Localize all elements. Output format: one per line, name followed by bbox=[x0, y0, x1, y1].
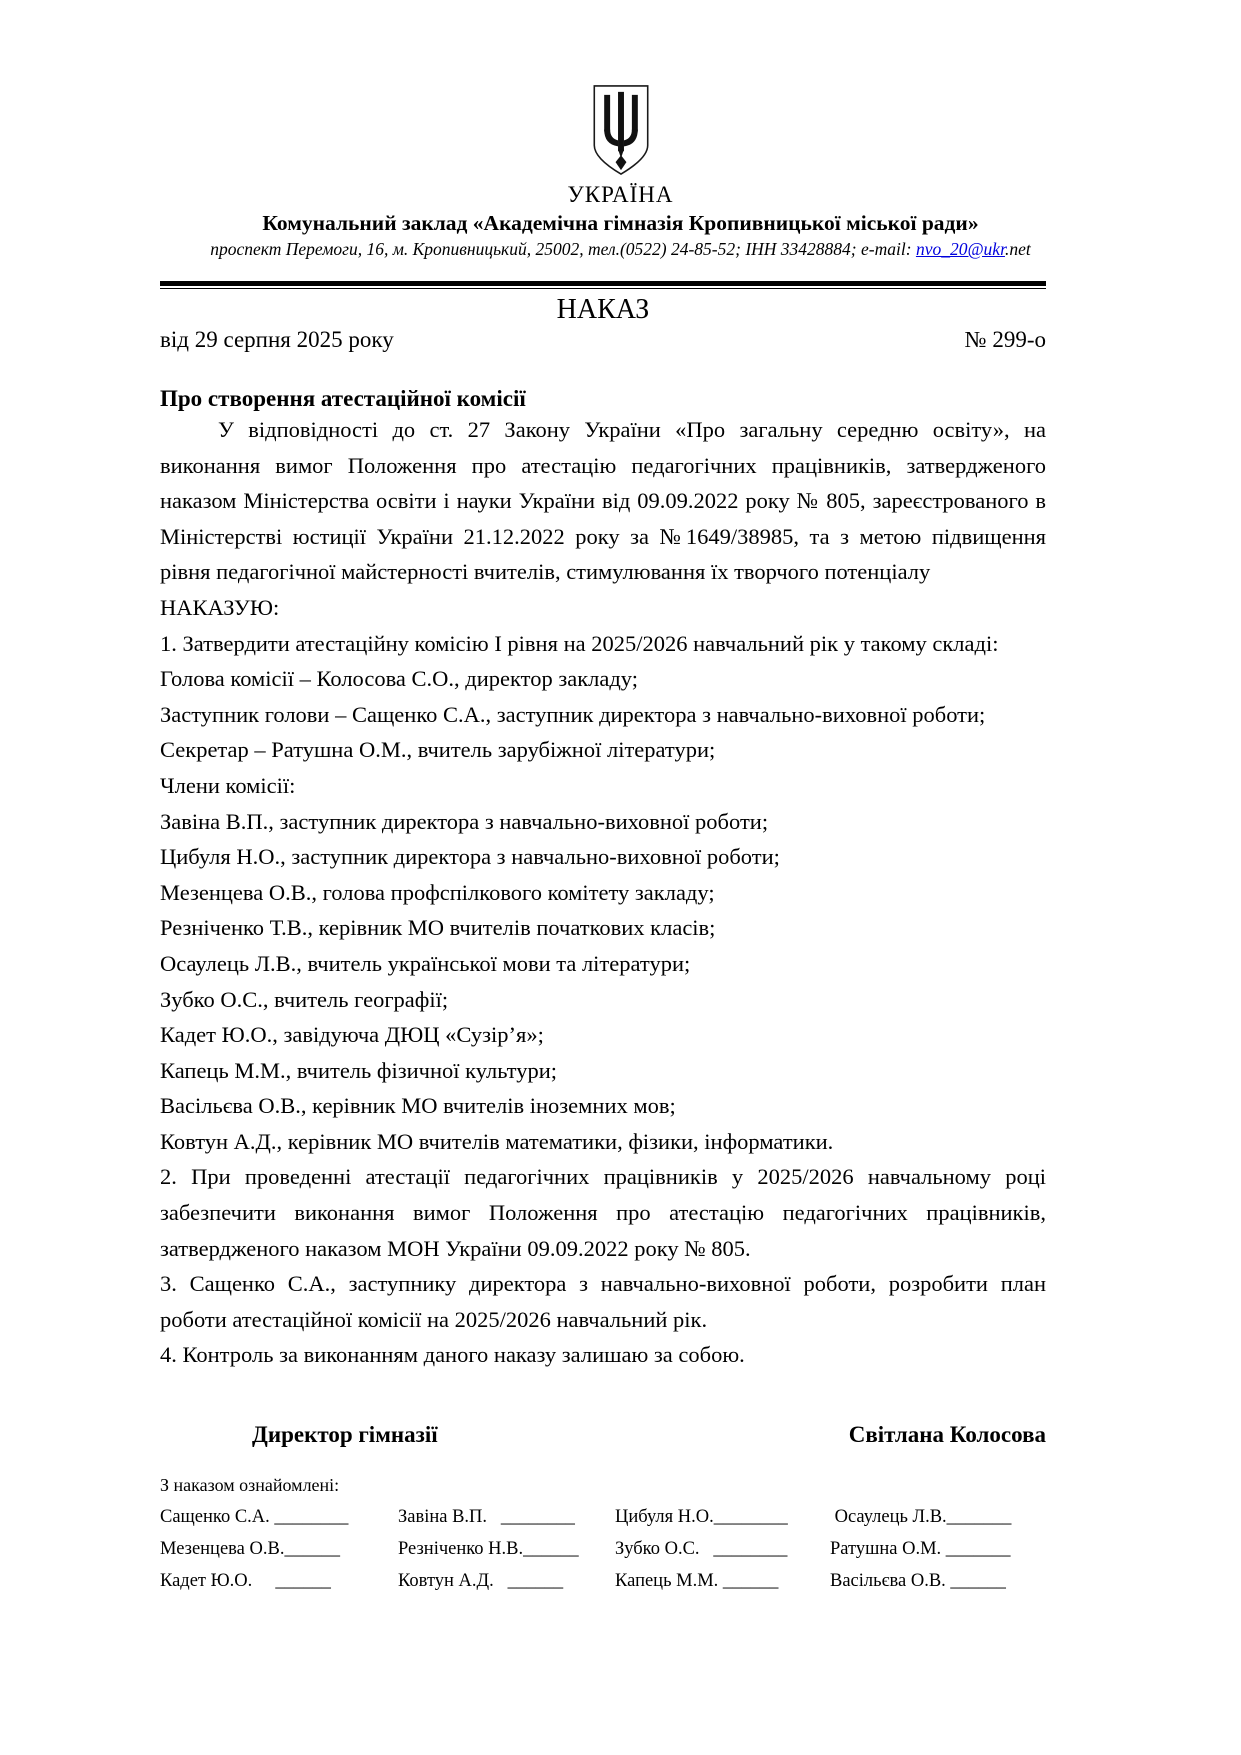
commission-item: Кадет Ю.О., завідуюча ДЮЦ «Сузір’я»; bbox=[160, 1022, 544, 1048]
signature-block bbox=[160, 1422, 1046, 1448]
order-item-1: 1. Затвердити атестаційну комісію І рівня на 2025/2026 навчальний рік у такому складі: bbox=[160, 630, 999, 656]
ack-row bbox=[160, 1507, 1046, 1528]
commission-item: Капець М.М., вчитель фізичної культури; bbox=[160, 1057, 558, 1083]
order-date: від 29 серпня 2025 року bbox=[160, 327, 394, 352]
org-name: Комунальний заклад «Академічна гімназія Кропивницької міської ради» bbox=[262, 211, 979, 235]
ack-cell: Кадет Ю.О. ______ bbox=[160, 1571, 331, 1592]
tryzub-icon bbox=[583, 84, 659, 177]
acknowledgement-section bbox=[160, 1475, 1046, 1592]
order-item-2: 2. При проведенні атестації педагогічних працівників у 2025/2026 навчальному році забезпечити виконання вимог Положення про атестацію педагогічних працівників, затвердженого наказом МОН України 09.09.2022 року № 805. bbox=[160, 1164, 1046, 1261]
ack-cell: Завіна В.П. ________ bbox=[398, 1507, 575, 1528]
order-number: № 299-о bbox=[964, 327, 1046, 352]
document-header bbox=[0, 84, 1241, 260]
commission-item: Ковтун А.Д., керівник МО вчителів математики, фізики, інформатики. bbox=[160, 1128, 834, 1154]
emblem-wrap bbox=[0, 84, 1241, 177]
ack-cell: Цибуля Н.О.________ bbox=[615, 1507, 788, 1528]
order-preamble: У відповідності до ст. 27 Закону України «Про загальну середню освіту», на виконання вимог Положення про атестацію педагогічних працівників, затвердженого наказом Міністерства освіти і науки України від 09.09.2022 року № 805, зареєстрованого в Міністерстві юстиції України 21.12.2022 року за №1649/38985, та з метою підвищення рівня педагогічної майстерності вчителів, стимулювання їх творчого потенціалу bbox=[160, 417, 1046, 585]
commission-item: Голова комісії – Колосова С.О., директор закладу; bbox=[160, 666, 638, 692]
ack-cell: Резніченко Н.В.______ bbox=[398, 1539, 579, 1560]
org-address bbox=[0, 239, 1241, 260]
country-name: УКРАЇНА bbox=[567, 182, 674, 207]
ack-cell: Ратушна О.М. _______ bbox=[830, 1539, 1011, 1560]
order-title: НАКАЗ bbox=[556, 294, 650, 325]
commission-item: Завіна В.П., заступник директора з навчально-виховної роботи; bbox=[160, 808, 769, 834]
commission-item: Осаулець Л.В., вчитель української мови та літератури; bbox=[160, 950, 691, 976]
org-address-text: проспект Перемоги, 16, м. Кропивницький, 25002, тел.(0522) 24-85-52; ІНН 33428884; e-mail: bbox=[210, 239, 916, 259]
commission-item: Члени комісії: bbox=[160, 772, 296, 798]
header-rule bbox=[160, 281, 1046, 289]
ack-cell: Ковтун А.Д. ______ bbox=[398, 1571, 564, 1592]
email-suffix: .net bbox=[1004, 239, 1031, 259]
ack-cell: Сащенко С.А. ________ bbox=[160, 1507, 349, 1528]
commission-item: Резніченко Т.В., керівник МО вчителів початкових класів; bbox=[160, 915, 716, 941]
email-link[interactable]: nvo_20@ukr bbox=[915, 239, 1005, 259]
commission-item: Зубко О.С., вчитель географії; bbox=[160, 986, 449, 1012]
ack-heading: З наказом ознайомлені: bbox=[160, 1475, 340, 1496]
ack-cell: Васільєва О.В. ______ bbox=[830, 1571, 1006, 1592]
ack-row bbox=[160, 1571, 1046, 1592]
commission-item: Мезенцева О.В., голова профспілкового комітету закладу; bbox=[160, 879, 715, 905]
ack-cell: Мезенцева О.В.______ bbox=[160, 1539, 340, 1560]
ack-cell: Капець М.М. ______ bbox=[615, 1571, 779, 1592]
commission-item: Заступник голови – Сащенко С.А., заступник директора з навчально-виховної роботи; bbox=[160, 701, 986, 727]
commission-item: Секретар – Ратушна О.М., вчитель зарубіжної літератури; bbox=[160, 737, 716, 763]
ack-cell: Осаулець Л.В._______ bbox=[830, 1507, 1012, 1528]
order-date-row bbox=[160, 327, 1046, 353]
order-item-4: 4. Контроль за виконанням даного наказу залишаю за собою. bbox=[160, 1342, 745, 1368]
order-item-3: 3. Сащенко С.А., заступнику директора з навчально-виховної роботи, розробити план роботи атестаційної комісії на 2025/2026 навчальний рік. bbox=[160, 1271, 1046, 1332]
resolve-heading: НАКАЗУЮ: bbox=[160, 594, 280, 620]
signature-position: Директор гімназії bbox=[252, 1422, 438, 1448]
commission-item: Цибуля Н.О., заступник директора з навчально-виховної роботи; bbox=[160, 844, 780, 870]
order-subject: Про створення атестаційної комісії bbox=[160, 386, 526, 411]
ack-row bbox=[160, 1539, 1046, 1560]
signature-name: Світлана Колосова bbox=[848, 1422, 1046, 1448]
commission-item: Васільєва О.В., керівник МО вчителів іноземних мов; bbox=[160, 1093, 676, 1119]
ack-cell: Зубко О.С. ________ bbox=[615, 1539, 788, 1560]
